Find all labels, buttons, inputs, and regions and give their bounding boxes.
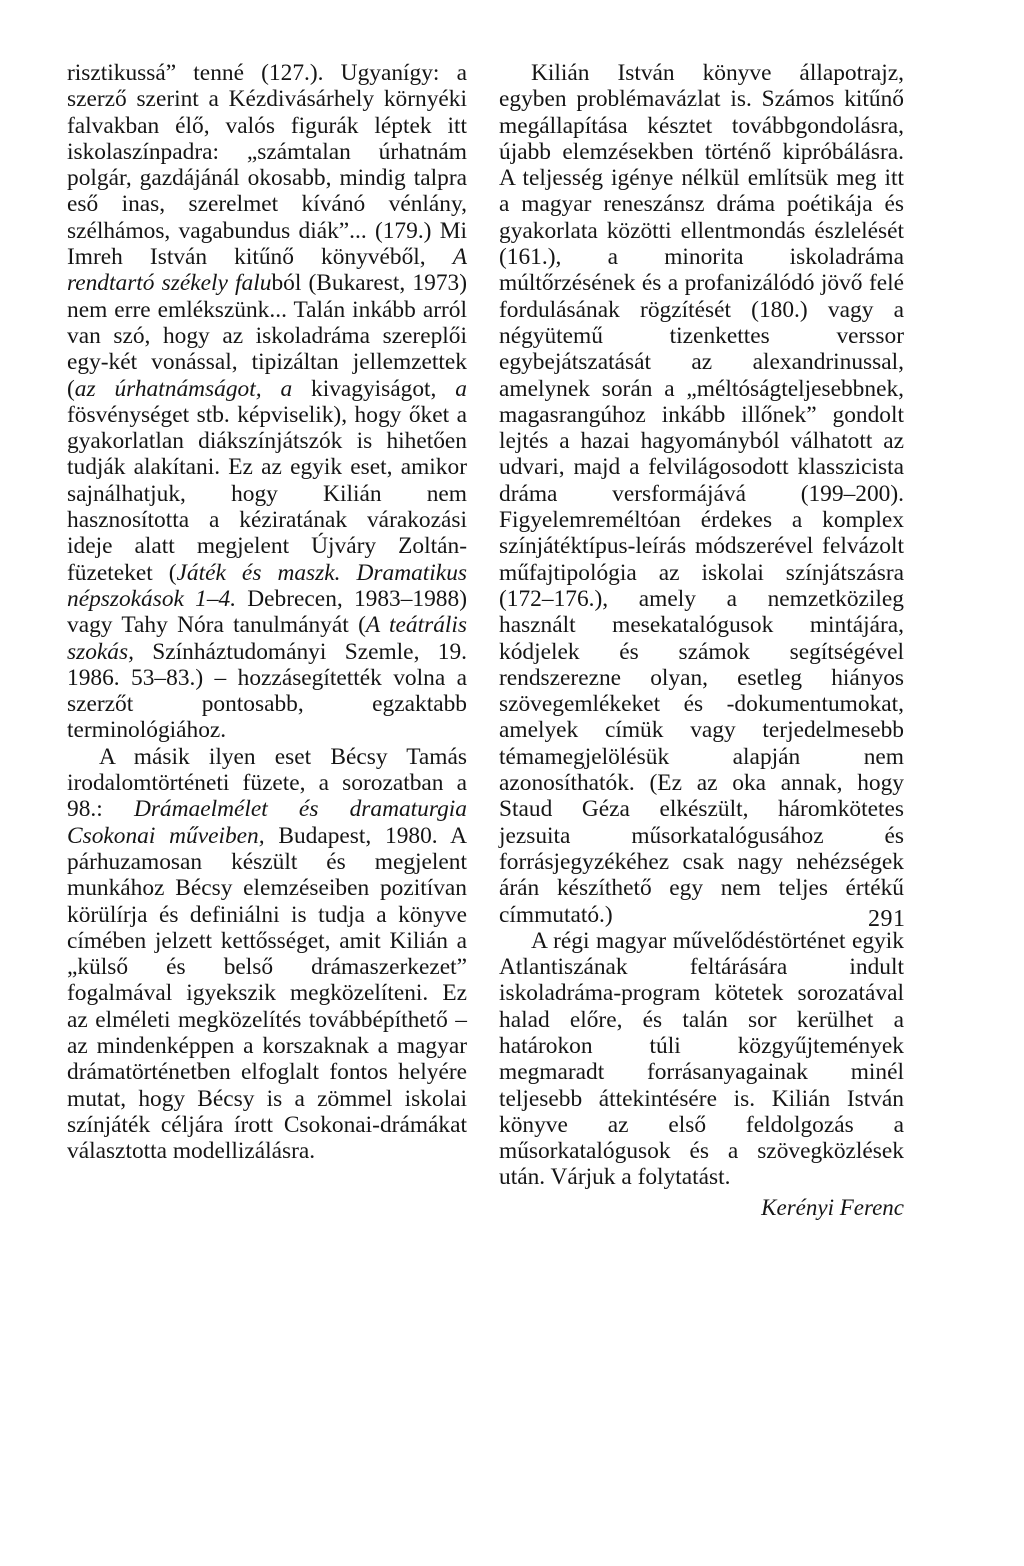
page-number: 291 [868,906,906,932]
text-run: Budapest, 1980. A párhuzamosan készült és megjelent munkához Bécsy elemzéseiben pozitívan körülírja és definiálni is tudja a könyve címében jelzett kettősséget, amit Kilián a „külső és belső drámaszerkezet” fogalmával igyekszik megközelíteni. Ez az elméleti megközelítés továbbépíthető – az mindenképpen a korszaknak a magyar drámatörténetben elfoglalt fontos helyére mutat, hogy Bécsy is a zömmel iskolai színjáték céljára írott Csokonai-drámákat választotta modellizálásra. [67,822,467,1165]
paragraph-2 [67,744,467,1165]
article-title: A teátrális szokás, [67,612,468,665]
book-title: Drámaelmélet és dramaturgia Csokonai műveiben, [67,796,468,849]
text-run: ból (Bukarest, 1973) nem erre emlékszünk... Talán inkább arról van szó, hogy az iskoladráma szereplői egy-két vonással, tipizáltan jellemzettek ( [67,270,467,402]
text-run: Színháztudományi Szemle, 19. 1986. 53–83.) – hozzásegítették volna a szerzőt pontosabb, egzaktabb terminológiához. [67,638,467,744]
left-column [67,60,467,1164]
paragraph-4: A régi magyar művelődéstörténet egyik Atlantiszának feltárására indult iskoladráma-program kötetek sorozatával halad előre, és talán sor kerülhet a határokon túli közgyűjtemények megmaradt forrásanyagainak minél teljesebb áttekintésére is. Kilián István könyve az első feldolgozás a műsorkatalógusok és a szövegközlések után. Várjuk a folytatást. [499,927,904,1191]
italic-run: az úrhatnámságot, a [74,375,293,402]
text-run: risztikussá” tenné (127.). Ugyanígy: a szerző szerint a Kézdivásárhely környéki falvakban élő, valós figurák léptek itt iskolaszínpadra: „számtalan úrhatnám polgár, gazdájánál okosabb, mindig talpra eső inas, szerelmet kívánó vénlány, szélhámos, vagabundus diák”... (179.) Mi Imreh István kitűnő könyvéből, [67,60,467,271]
paragraph-3: Kilián István könyve állapotrajz, egyben problémavázlat is. Számos kitűnő megállapítása késztet továbbgondolásra, újabb elemzésekben történő kipróbálásra. A teljesség igénye nélkül említsük meg itt a magyar reneszánsz dráma poétikája és gyakorlata közötti ellentmondás észlelését (161.), a minorita iskoladráma múltőrzésének és a profanizálódó jövő felé fordulásának rögzítését (180.) vagy a négyütemű tizenkettes verssor egybejátszatását az alexandrinussal, amelynek során a „méltóságteljesebbnek, magasrangúhoz inkább illőnek” gondolt lejtés a hazai hagyományból válhatott az udvari, majd a felvilágosodott klasszicista dráma versformájává (199–200). Figyelemreméltóan érdekes a komplex színjátéktípus-leírás módszerével felvázolt műfajtipológia az iskolai színjátszásra (172–176.), amely a nemzetközileg használt mesekatalógusok mintájára, kódjelek és számok segítségével rendszerezne olyan, esetleg hiányos szövegemlékeket és -dokumentumokat, amelyek címük vagy terjedelmesebb témamegjelölésük alapján nem azonosíthatók. (Ez az oka annak, hogy Staud Géza elkészült, háromkötetes jezsuita műsorkatalógusához és forrásjegyzékéhez csak nagy nehézségek árán készíthető egy nem teljes értékű címmutató.) [499,60,904,928]
paragraph-1 [67,60,467,744]
author-signature: Kerényi Ferenc [761,1194,904,1220]
book-title: A rendtartó székely falu [67,244,467,297]
right-column [499,60,904,1221]
text-run: fösvénységet stb. képviselik), hogy őket a gyakorlatlan diákszínjátszók is hihetően tudják alakítani. Ez az egyik eset, amikor sajnálhatjuk, hogy Kilián nem hasznosította a kéziratának várakozási ideje alatt megjelent Újváry Zoltán-füzeteket ( [67,401,467,586]
text-run: kivagyiságot, [292,375,456,402]
text-run: Debrecen, 1983–1988) vagy Tahy Nóra tanulmányát ( [67,585,467,639]
italic-run: a [455,375,467,402]
book-title: Játék és maszk. Dramatikus népszokások 1–4. [67,559,467,612]
text-run: A másik ilyen eset Bécsy Tamás irodalomtörténeti füzete, a sorozatban a 98.: [67,743,467,823]
